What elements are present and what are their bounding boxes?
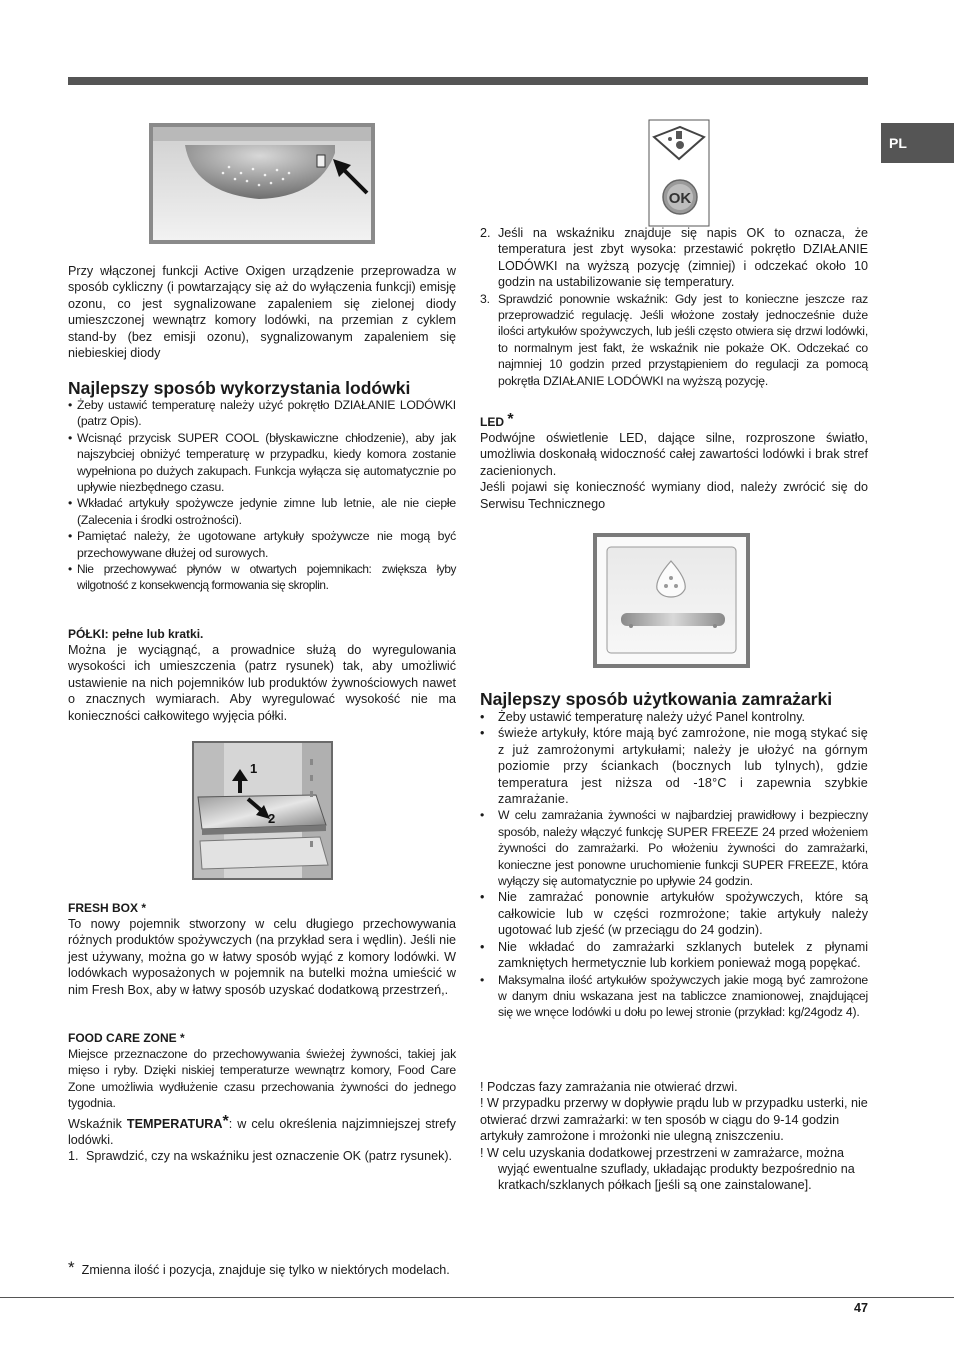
warning-3: ! W celu uzyskania dodatkowej przestrzeni w zamrażarce, można wyjąć ewentualne szuflady, układając produkty bezpośrednio na kratkach/szklanych półkach [jeśli są one zainstalowane]. <box>480 1145 855 1193</box>
fridge-bullet-list <box>68 397 456 594</box>
fridge-heading: Najlepszy sposób wykorzystania lodówki <box>68 378 411 398</box>
temperature-indicator-figure <box>648 119 710 227</box>
list-item: • Żeby ustawić temperaturę należy użyć pokrętło DZIAŁANIE LODÓWKI (patrz Opis). <box>68 398 456 429</box>
list-item: • świeże artykuły, które mają być zamrożone, nie mogą stykać się z już zamrożonymi artykułami; należy je ułożyć na górnym poziomie przy ściankach (bocznych lub tylnych), gdzie temperatura jest niższa od -18°C i zapewnia szybkie zamrażanie. <box>480 726 868 807</box>
shelves-paragraph: Można je wyciągnąć, a prowadnice służą do wyregulowania wysokości ich umieszczenia (patrz rysunek) tak, aby umożliwić ustawienie na nich pojemników lub produktów żywnościowych nawet o znacznych wymiarach. Aby wyregulować wysokość nie ma konieczności całkowitego wyjęcia półki. <box>68 643 456 723</box>
freezer-bullet-list <box>480 709 868 1021</box>
list-item: • Nie wkładać do zamrażarki szklanych butelek z płynami zamkniętych hermetycznie lub korkiem ponieważ mogą popękać. <box>480 939 868 971</box>
list-item: • W celu zamrażania żywności w najbardziej prawidłowy i bezpieczny sposób, należy włączyć funkcję SUPER FREEZE 24 przed włożeniem żywności do zamrażarki. Po włożeniu żywności do zamrażarki, konieczne jest ponowne uruchomienie funkcji SUPER FREEZE, która wyłączy się automatycznie po upływie 24 godzin. <box>480 808 868 889</box>
figure-label: 1 <box>250 761 258 776</box>
indicator-paragraph: Wskaźnik TEMPERATURA*: w celu określenia najzimniejszej strefy lodówki. <box>68 1112 456 1148</box>
list-item: 1. Sprawdzić, czy na wskaźniku jest oznaczenie OK (patrz rysunek). <box>68 1149 453 1164</box>
warning-1: ! Podczas fazy zamrażania nie otwierać drzwi. <box>480 1080 738 1094</box>
led-paragraph-1: Podwójne oświetlenie LED, dające silne, rozproszone światło, umożliwia doskonałą widoczność całej zawartości lodówki i brak stref zacienionych. <box>480 431 868 478</box>
list-item: • Żeby ustawić temperaturę należy użyć Panel kontrolny. <box>480 710 806 724</box>
language-tab: PL <box>881 123 954 163</box>
freezer-heading: Najlepszy sposób użytkowania zamrażarki <box>480 689 833 709</box>
figure-label: 2 <box>268 811 276 826</box>
led-heading: LED * <box>480 411 514 429</box>
ok-label: OK <box>668 190 692 207</box>
shelves-heading: PÓŁKI: pełne lub kratki. <box>68 627 204 641</box>
fresh-box-heading: FRESH BOX * <box>68 901 147 915</box>
food-care-heading: FOOD CARE ZONE * <box>68 1031 185 1045</box>
footer-rule <box>0 1297 954 1298</box>
list-item: • Nie przechowywać płynów w otwartych pojemnikach: zwiększa łyby wilgotność z konsekwencją formowania się skroplin. <box>68 562 456 593</box>
list-item: • Wcisnąć przycisk SUPER COOL (błyskawiczne chłodzenie), aby jak najszybciej obniżyć temperaturę w przypadku, kiedy komora zostanie wypełniona po dużych zakupach. Funkcja wyłącza się automatycznie po upływie niezbędnego czasu. <box>68 430 456 495</box>
list-item: 2. Jeśli na wskaźniku znajduje się napis OK to oznacza, że temperatura jest zbyt wysoka: przestawić pokrętło DZIAŁANIE LODÓWKI na wyższą pozycję (zimniej) i odczekać około 10 godzin na ustabilizowanie się temperatury. <box>480 226 868 290</box>
warning-2: ! W przypadku przerwy w dopływie prądu lub w przypadku usterki, nie otwierać drzwi zamrażarki: w ten sposób w ciągu do 9-14 godzin artykuły zamrożone i mrożonki nie ulegną zniszczeniu. <box>480 1096 868 1144</box>
led-panel-figure <box>593 533 750 668</box>
header-bar <box>68 77 868 85</box>
list-item: • Pamiętać należy, że ugotowane artykuły spożywcze nie mogą być przechowywane dłużej od surowych. <box>68 529 456 560</box>
list-item: • Wkładać artykuły spożywcze jedynie zimne lub letnie, ale nie ciepłe (Zalecenia i środki ostrożności). <box>68 496 456 527</box>
ozone-unit-figure <box>149 123 375 244</box>
fresh-box-paragraph: To nowy pojemnik stworzony w celu długiego przechowywania różnych produktów spożywczych (na przykład sera i wędlin). Jeśli nie jest używany, można go w łatwy sposób wyjąć z komory lodówki. W lodówkach wyposażonych w pojemnik na butelki można umieścić w nim Fresh Box, aby w łatwy sposób uzyskać dodatkową przestrzeń,. <box>68 917 456 997</box>
shelves-figure <box>192 741 333 880</box>
page-number: 47 <box>853 1301 868 1315</box>
list-item: • Nie zamrażać ponownie artykułów spożywczych, które są całkowicie lub w części rozmrożone; takie artykuły należy ugotować lub zjeść (w przeciągu do 24 godzin). <box>480 890 868 938</box>
steps-right-list <box>480 225 868 389</box>
list-item: 3. Sprawdzić ponownie wskaźnik: Gdy jest to konieczne jeszcze raz przeprowadzić regulację. Jeśli włożone zostały jednocześnie duże ilości artykułów spożywczych, lub jeśli często otwiera się drzwi lodówki, to normalnym jest fakt, że wskaźnik nie pokaże OK. Odczekać co najmniej 10 godzin przed przystąpieniem do regulacji za pomocą pokrętła DZIAŁANIE LODÓWKI na wyższą pozycję. <box>480 291 868 388</box>
intro-paragraph: Przy włączonej funkcji Active Oxigen urządzenie przeprowadza w sposób cykliczny (i powtarzający się aż do wyłączenia funkcji) emisję ozonu, co jest sygnalizowane zapaleniem się zielonej diody umieszczonej wewnątrz komory lodówki, na przemian z cyklem stand-by (bez emisji ozonu), sygnalizowanym zapaleniem się niebieskiej diody <box>68 264 456 361</box>
footnote: * Zmienna ilość i pozycja, znajduje się tylko w niektórych modelach. <box>68 1258 450 1277</box>
food-care-paragraph: Miejsce przeznaczone do przechowywania świeżej żywności, takiej jak mięso i ryby. Dzięki niskiej temperaturze wewnątrz komory, Food Care Zone umożliwia wydłużenie czasu przechowania żywności do jednego tygodnia. <box>68 1047 456 1111</box>
steps-left-list <box>68 1148 456 1164</box>
led-paragraph-2: Jeśli pojawi się konieczność wymiany diod, należy zwrócić się do Serwisu Technicznego <box>480 480 868 511</box>
list-item: • Maksymalna ilość artykułów spożywczych jakie mogą być zamrożone w danym dniu wskazana jest na tabliczce znamionowej, znajdującej się we wnęce lodówki u dołu po lewej stronie (przykład: kg/24godz 4). <box>480 972 868 1020</box>
